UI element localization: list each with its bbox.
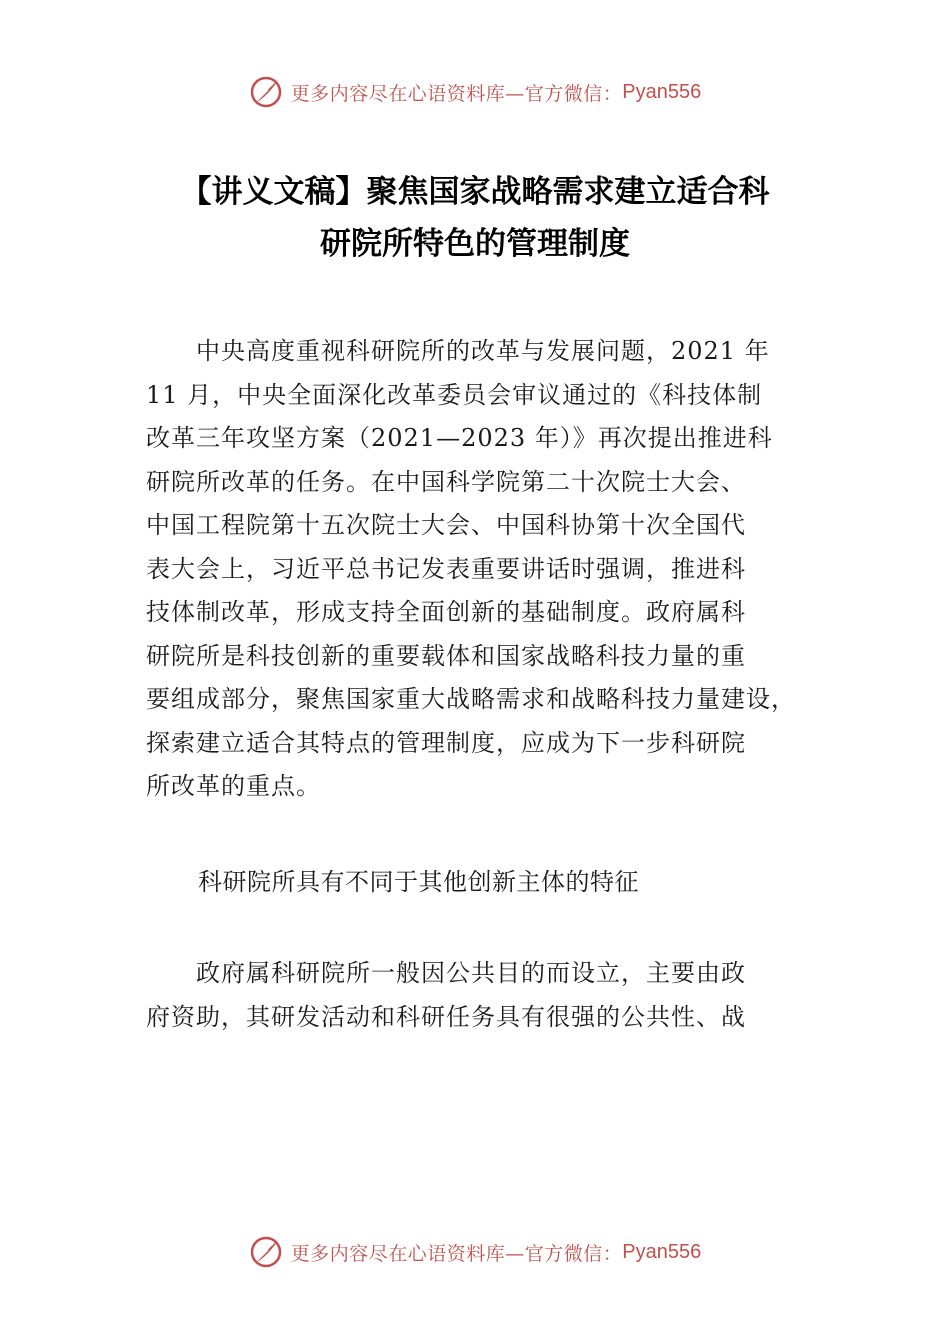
paragraph-line: 研院所是科技创新的重要载体和国家战略科技力量的重 [146, 641, 746, 670]
banner-text [291, 1239, 623, 1266]
header-banner [0, 72, 950, 112]
paragraph-line: 研院所改革的任务。在中国科学院第二十次院士大会、 [146, 467, 746, 496]
paragraph-line: 改革三年攻坚方案（2021—2023 年）》再次提出推进科 [146, 424, 773, 452]
paragraph-line: 要组成部分，聚焦国家重大战略需求和战略科技力量建设， [146, 685, 796, 713]
banner-text [291, 79, 623, 106]
paragraph-line: 技体制改革，形成支持全面创新的基础制度。政府属科 [146, 598, 746, 626]
paragraph-line: 所改革的重点。 [146, 772, 321, 800]
banner-separator: — [505, 1242, 525, 1265]
paragraph-line: 中央高度重视科研院所的改革与发展问题，2021 年 [146, 337, 770, 365]
footer-banner [0, 1232, 950, 1272]
document-title [120, 166, 830, 270]
banner-label: 官方微信： [524, 82, 623, 105]
paragraph-line: 11 月，中央全面深化改革委员会审议通过的《科技体制 [146, 380, 763, 409]
feather-pen-circle-icon [249, 75, 283, 109]
banner-wechat-id: Pyan556 [622, 80, 702, 103]
paragraph-line: 中国工程院第十五次院士大会、中国科协第十次全国代 [146, 511, 746, 539]
section-heading: 科研院所具有不同于其他创新主体的特征 [198, 868, 639, 896]
paragraph-2 [146, 952, 836, 1039]
banner-label: 官方微信： [524, 1242, 623, 1265]
feather-pen-circle-icon [249, 1235, 283, 1269]
paragraph-line: 探索建立适合其特点的管理制度，应成为下一步科研院 [146, 728, 746, 757]
banner-separator: — [505, 82, 525, 105]
banner-prefix: 更多内容尽在心语资料库 [290, 82, 506, 105]
paragraph-line: 政府属科研院所一般因公共目的而设立，主要由政 [146, 959, 746, 987]
title-line: 研院所特色的管理制度 [320, 226, 630, 262]
banner-prefix: 更多内容尽在心语资料库 [290, 1242, 506, 1265]
title-line: 【讲义文稿】聚焦国家战略需求建立适合科 [180, 174, 770, 210]
paragraph-line: 表大会上，习近平总书记发表重要讲话时强调，推进科 [146, 554, 746, 583]
banner-wechat-id: Pyan556 [622, 1240, 702, 1263]
paragraph-1 [146, 330, 836, 809]
paragraph-line: 府资助，其研发活动和科研任务具有很强的公共性、战 [146, 1002, 746, 1031]
